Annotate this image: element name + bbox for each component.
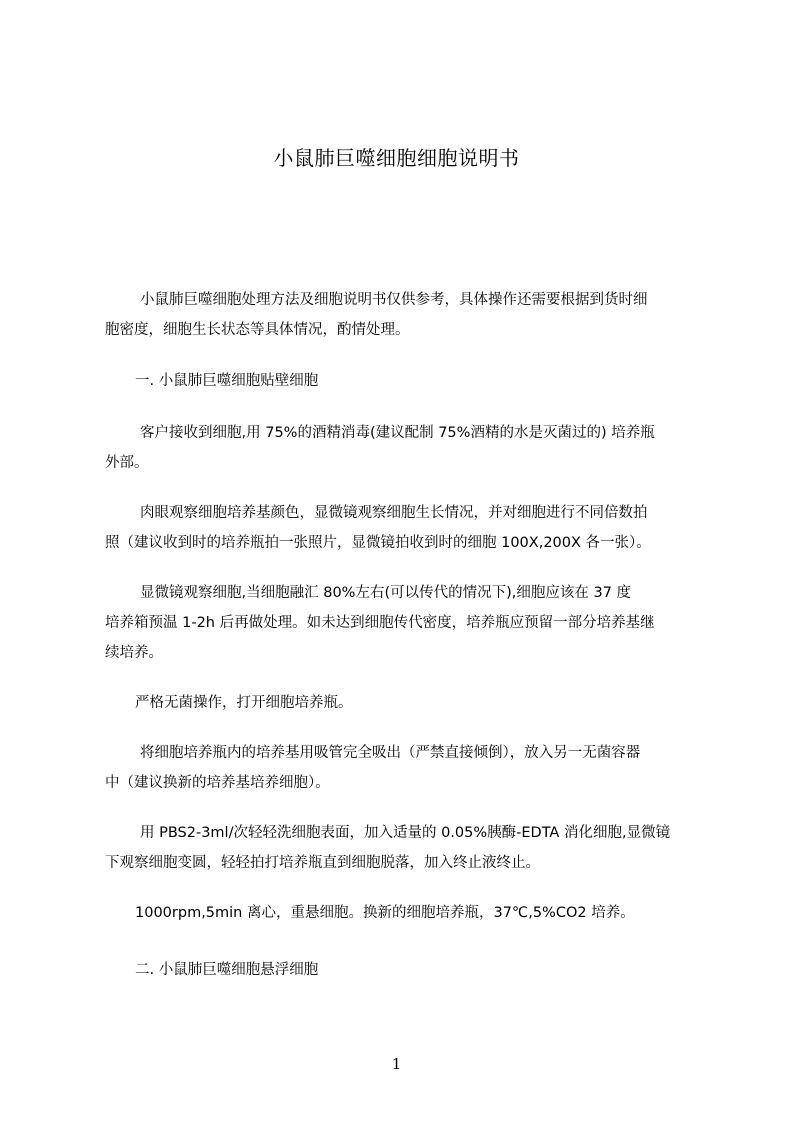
text-line: 中（建议换新的培养基培养细胞）。 bbox=[105, 775, 330, 791]
text-line: 胞密度，细胞生长状态等具体情况，酌情处理。 bbox=[105, 322, 410, 338]
step-paragraph bbox=[105, 498, 651, 558]
text-line: 肉眼观察细胞培养基颜色，显微镜观察细胞生长情况，并对细胞进行不同倍数拍 bbox=[140, 505, 648, 521]
text-line: 严格无菌操作，打开细胞培养瓶。 bbox=[135, 695, 353, 711]
text-line: 外部。 bbox=[105, 455, 149, 471]
intro-paragraph bbox=[105, 285, 648, 345]
text-line: 一. 小鼠肺巨噬细胞贴壁细胞 bbox=[135, 373, 319, 389]
step-paragraph bbox=[105, 818, 670, 878]
page-number: 1 bbox=[391, 1055, 402, 1073]
document-title: 小鼠肺巨噬细胞细胞说明书 bbox=[273, 146, 520, 170]
text-line: 下观察细胞变圆，轻轻拍打培养瓶直到细胞脱落，加入终止液终止。 bbox=[105, 855, 540, 871]
section-heading-suspension bbox=[105, 955, 318, 985]
text-line: 客户接收到细胞,用 75%的酒精消毒(建议配制 75%酒精的水是灭菌过的) 培养瓶 bbox=[140, 425, 655, 441]
text-line: 将细胞培养瓶内的培养基用吸管完全吸出（严禁直接倾倒），放入另一无菌容器 bbox=[140, 745, 641, 761]
text-line: 1000rpm,5min 离心，重悬细胞。换新的细胞培养瓶，37℃,5%CO2 培养。 bbox=[135, 905, 635, 921]
text-line: 用 PBS2-3ml/次轻轻洗细胞表面，加入适量的 0.05%胰酶-EDTA 消化细胞,显微镜 bbox=[140, 825, 671, 841]
text-line: 小鼠肺巨噬细胞处理方法及细胞说明书仅供参考，具体操作还需要根据到货时细 bbox=[140, 292, 648, 308]
step-paragraph bbox=[105, 578, 655, 668]
step-paragraph bbox=[105, 738, 640, 798]
step-paragraph bbox=[105, 418, 655, 478]
text-line: 照（建议收到时的培养瓶拍一张照片，显微镜拍收到时的细胞 100X,200X 各一张）。 bbox=[105, 535, 651, 551]
step-paragraph bbox=[105, 898, 635, 928]
text-line: 续培养。 bbox=[105, 645, 163, 661]
text-line: 显微镜观察细胞,当细胞融汇 80%左右(可以传代的情况下),细胞应该在 37 度 bbox=[140, 585, 632, 601]
text-line: 二. 小鼠肺巨噬细胞悬浮细胞 bbox=[135, 962, 319, 978]
section-heading-adherent bbox=[105, 366, 318, 396]
step-paragraph bbox=[105, 688, 353, 718]
text-line: 培养箱预温 1-2h 后再做处理。如未达到细胞传代密度，培养瓶应预留一部分培养基继 bbox=[105, 615, 655, 631]
